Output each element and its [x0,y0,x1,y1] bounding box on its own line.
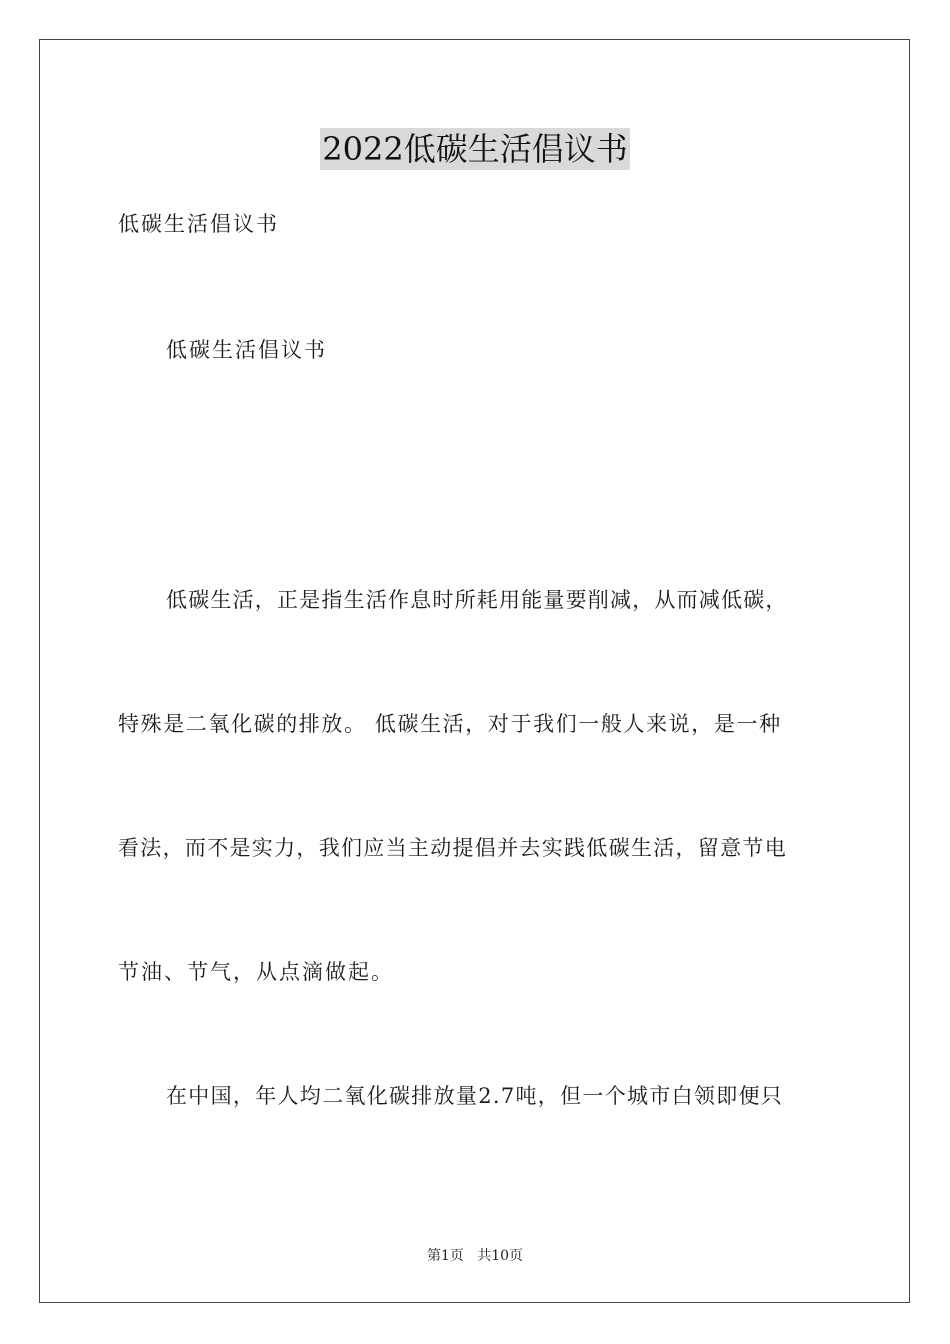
paragraph-line: 低碳生活，正是指生活作息时所耗用能量要削减，从而减低碳， [166,588,788,612]
paragraph-line: 在中国，年人均二氧化碳排放量2.7吨，但一个城市白领即便只 [166,1084,784,1108]
document-title: 2022低碳生活倡议书 [322,130,628,168]
page-footer [0,1247,950,1265]
heading-line: 低碳生活倡议书 [166,338,327,362]
paragraph-line: 节油、节气，从点滴做起。 [118,960,394,984]
paragraph-line: 特殊是二氧化碳的排放。 低碳生活，对于我们一般人来说，是一种 [118,712,782,736]
subtitle-line: 低碳生活倡议书 [118,212,279,236]
title-container [0,128,950,170]
page-total: 共10页 [477,1248,524,1264]
paragraph-line: 看法，而不是实力，我们应当主动提倡并去实践低碳生活，留意节电 [118,836,787,860]
page-number: 第1页 [426,1248,464,1264]
